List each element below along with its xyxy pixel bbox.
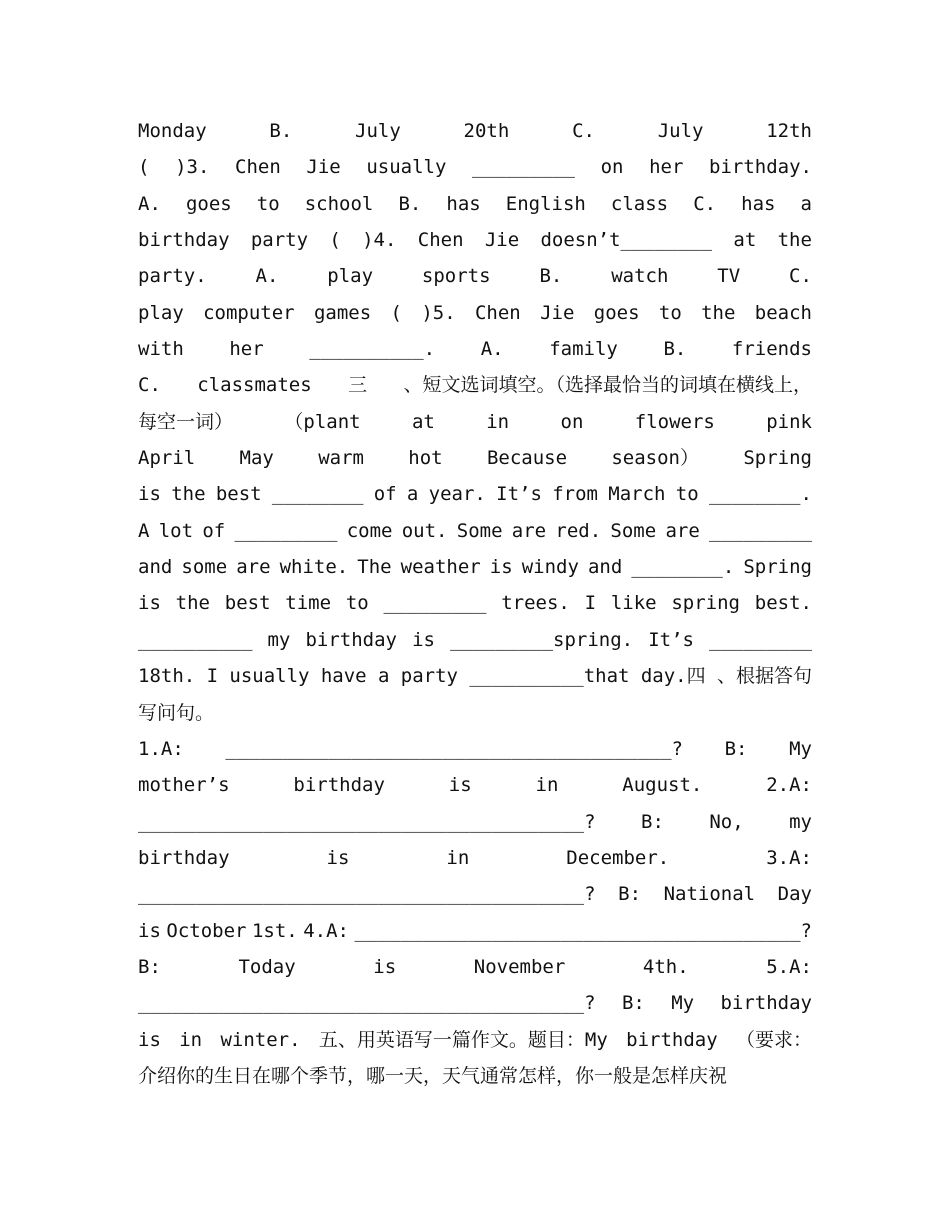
text-word: 三 xyxy=(348,374,368,397)
text-word: Today xyxy=(238,955,296,978)
text-line xyxy=(138,622,812,658)
text-word: come xyxy=(346,519,393,542)
text-line xyxy=(138,804,812,840)
text-word: C. xyxy=(138,374,161,397)
text-word: to xyxy=(256,192,280,215)
text-word: March xyxy=(608,483,666,506)
text-word: windy xyxy=(521,556,579,579)
text-word: B. xyxy=(539,265,563,288)
text-word: with xyxy=(138,338,184,361)
text-word: is xyxy=(138,1028,161,1051)
text-word: July xyxy=(355,120,401,142)
text-word: Chen xyxy=(417,229,464,252)
text-word: is xyxy=(138,483,161,506)
text-word: beach xyxy=(754,301,812,324)
text-word: the xyxy=(701,301,736,324)
text-word: party. xyxy=(138,265,207,288)
text-word: October xyxy=(166,919,247,942)
text-word: Chen xyxy=(474,301,521,324)
text-word: _________spring. xyxy=(450,628,634,651)
text-line xyxy=(138,767,812,803)
text-word: English xyxy=(505,192,586,215)
text-word: mother’s xyxy=(138,774,230,797)
text-word: a xyxy=(377,665,390,688)
text-word: 介绍你的生日在哪个季节，哪一天，天气通常怎样，你一般是怎样庆祝 xyxy=(138,1064,728,1087)
text-word: has xyxy=(446,192,481,215)
text-word: _______________________________________? xyxy=(225,737,683,760)
text-word: in xyxy=(535,774,559,797)
text-word: is xyxy=(138,919,161,942)
text-word: goes xyxy=(185,192,232,215)
text-word: at xyxy=(411,410,435,433)
text-word: 1.A: xyxy=(138,737,184,760)
text-word: at xyxy=(733,229,757,252)
text-word: __________that xyxy=(469,665,630,688)
text-word: )5. xyxy=(421,301,456,324)
text-word: A. xyxy=(480,338,504,361)
text-word: Chen xyxy=(235,156,281,179)
text-word: warm xyxy=(318,447,364,470)
text-word: is xyxy=(489,556,513,579)
text-word: on xyxy=(560,410,584,433)
text-word: Spring xyxy=(743,447,812,470)
text-word: B: xyxy=(618,883,642,906)
text-word: white. xyxy=(279,556,349,579)
text-word: Monday xyxy=(138,120,207,142)
text-word: B. xyxy=(398,192,422,215)
text-line xyxy=(138,1022,812,1058)
text-word: 、根据答句 xyxy=(716,665,812,688)
text-word: is xyxy=(326,846,350,869)
text-word: 每空一词） xyxy=(138,410,234,433)
text-word: is xyxy=(138,592,161,615)
text-word: _________ xyxy=(709,628,812,651)
text-line xyxy=(138,549,812,585)
text-word: family xyxy=(549,338,618,361)
text-word: I xyxy=(206,665,219,688)
text-word: November xyxy=(473,955,566,978)
text-word: Some xyxy=(456,519,503,542)
text-word: August. xyxy=(622,774,703,797)
text-word: of xyxy=(373,483,397,506)
text-word: B. xyxy=(269,120,293,142)
text-word: _______________________________________? xyxy=(354,919,812,942)
text-word: Some xyxy=(610,519,657,542)
text-word: party xyxy=(400,665,458,688)
text-word: 、短文选词填空。（选择最恰当的词填在横线上， xyxy=(403,374,812,397)
text-word: the xyxy=(171,483,206,506)
text-word: _______________________________________? xyxy=(138,992,596,1015)
text-word: a xyxy=(800,192,812,215)
text-word: )4. xyxy=(362,229,397,252)
text-word: birthday. xyxy=(709,156,812,179)
text-word: _________ xyxy=(472,156,575,179)
text-word: ________. xyxy=(708,483,812,506)
text-word: my xyxy=(789,810,812,833)
text-word: usually xyxy=(366,156,447,179)
text-line xyxy=(138,476,812,512)
text-word: birthday xyxy=(626,1028,718,1051)
text-word: doesn’t________ xyxy=(540,229,713,252)
text-word: _________ xyxy=(709,519,812,542)
text-word: ( xyxy=(138,156,150,179)
text-line xyxy=(138,440,812,476)
text-line xyxy=(138,731,812,767)
text-word: best. xyxy=(754,592,812,615)
text-word: her xyxy=(229,338,264,361)
text-word: C. xyxy=(693,192,717,215)
text-word: ________. xyxy=(631,556,735,579)
text-word: birthday xyxy=(305,628,397,651)
text-word: is xyxy=(412,628,435,651)
text-word: pink xyxy=(766,410,812,433)
text-word: My xyxy=(671,992,695,1015)
text-word: day.四 xyxy=(640,665,706,688)
text-line xyxy=(138,840,812,876)
text-word: season） xyxy=(611,447,699,470)
text-word: ( xyxy=(390,301,402,324)
text-word: has xyxy=(741,192,776,215)
text-word: play xyxy=(327,265,374,288)
text-word: my xyxy=(267,628,291,651)
text-line xyxy=(138,913,812,949)
text-word: sports xyxy=(421,265,491,288)
text-word: Jie xyxy=(306,156,341,179)
text-line xyxy=(138,295,812,331)
text-word: 3.A: xyxy=(766,846,812,869)
text-line xyxy=(138,585,812,621)
text-word: to xyxy=(675,483,699,506)
text-word: Spring xyxy=(743,556,812,579)
text-word: C. xyxy=(789,265,812,288)
text-line xyxy=(138,258,812,294)
text-word: National xyxy=(663,883,756,906)
text-word: from xyxy=(552,483,598,506)
text-line xyxy=(138,949,812,985)
text-line xyxy=(138,113,812,149)
text-word: B: xyxy=(641,810,664,833)
text-word: classmates xyxy=(197,374,312,397)
text-word: Day xyxy=(777,883,812,906)
text-line xyxy=(138,404,812,440)
text-word: A. xyxy=(138,192,161,215)
text-line xyxy=(138,1058,812,1094)
text-word: friends xyxy=(731,338,812,361)
text-word: ________ xyxy=(271,483,364,506)
text-word: and xyxy=(587,556,623,579)
text-word: It’s xyxy=(648,628,694,651)
text-word: It’s xyxy=(496,483,542,506)
text-word: in xyxy=(179,1028,203,1051)
document-page xyxy=(138,113,812,1094)
text-word: _______________________________________? xyxy=(138,883,596,906)
text-word: April xyxy=(138,447,196,470)
text-word: school xyxy=(304,192,374,215)
text-word: the xyxy=(777,229,812,252)
text-word: hot xyxy=(408,447,443,470)
text-word: （plant xyxy=(284,410,361,433)
text-word: _________ xyxy=(234,519,338,542)
text-word: Jie xyxy=(540,301,575,324)
text-word: lot xyxy=(158,519,194,542)
text-line xyxy=(138,149,812,185)
text-word: _______________________________________? xyxy=(138,810,596,833)
text-word: winter. xyxy=(220,1028,301,1051)
text-line xyxy=(138,985,812,1021)
text-word: goes xyxy=(593,301,640,324)
text-word: best xyxy=(224,592,271,615)
text-word: My xyxy=(789,737,812,760)
text-word: computer xyxy=(203,301,295,324)
text-word: Because xyxy=(486,447,568,470)
text-word: birthday xyxy=(293,774,385,797)
text-word: in xyxy=(446,846,470,869)
text-word: watch xyxy=(611,265,669,288)
text-word: play xyxy=(138,301,184,324)
text-word: to xyxy=(345,592,369,615)
text-word: have xyxy=(320,665,367,688)
text-word: 20th xyxy=(463,120,510,142)
text-word: 12th xyxy=(766,120,812,142)
text-word: the xyxy=(175,592,210,615)
text-word: 4.A: xyxy=(303,919,349,942)
text-word: A xyxy=(138,519,150,542)
text-word: flowers xyxy=(634,410,715,433)
text-line xyxy=(138,222,812,258)
text-word: 写问句。 xyxy=(138,701,215,724)
text-word: 2.A: xyxy=(766,774,812,797)
text-word: B: xyxy=(621,992,645,1015)
text-line xyxy=(138,658,812,694)
text-word: is xyxy=(373,955,397,978)
text-word: 1st. xyxy=(251,919,298,942)
text-word: C. xyxy=(572,120,595,142)
text-word: )3. xyxy=(175,156,210,179)
text-word: weather xyxy=(400,556,481,579)
text-word: some xyxy=(181,556,228,579)
text-word: July xyxy=(657,120,704,142)
text-line xyxy=(138,876,812,912)
text-word: 4th. xyxy=(642,955,689,978)
text-word: A. xyxy=(255,265,279,288)
text-word: red. xyxy=(555,519,602,542)
text-word: party xyxy=(250,229,309,252)
text-word: 五、用英语写一篇作文。题目：My xyxy=(318,1028,608,1051)
text-word: of xyxy=(202,519,226,542)
text-word: __________ xyxy=(138,628,253,651)
text-word: May xyxy=(239,447,274,470)
text-word: （要求： xyxy=(735,1028,812,1051)
text-word: her xyxy=(649,156,684,179)
text-word: and xyxy=(138,556,173,579)
text-word: ( xyxy=(329,229,341,252)
text-word: I xyxy=(584,592,597,615)
text-word: birthday xyxy=(720,992,812,1015)
text-word: to xyxy=(658,301,682,324)
text-word: TV xyxy=(717,265,741,288)
text-word: is xyxy=(448,774,472,797)
text-line xyxy=(138,695,812,731)
text-word: a xyxy=(406,483,419,506)
text-word: No, xyxy=(709,810,744,833)
text-word: December. xyxy=(566,846,670,869)
text-word: year. xyxy=(428,483,486,506)
text-word: are xyxy=(236,556,271,579)
text-word: on xyxy=(600,156,624,179)
text-word: birthday xyxy=(138,229,230,252)
text-word: like xyxy=(610,592,657,615)
text-word: spring xyxy=(671,592,740,615)
text-word: are xyxy=(665,519,700,542)
text-line xyxy=(138,186,812,222)
text-word: best xyxy=(215,483,262,506)
text-word: 18th. xyxy=(138,665,196,688)
text-word: __________. xyxy=(309,338,436,361)
text-word: birthday xyxy=(138,846,230,869)
text-word: Jie xyxy=(484,229,520,252)
text-word: B: xyxy=(724,737,748,760)
text-word: usually xyxy=(229,665,310,688)
text-word: time xyxy=(285,592,332,615)
text-word: 5.A: xyxy=(766,955,812,978)
text-line xyxy=(138,331,812,367)
text-word: The xyxy=(357,556,392,579)
text-word: in xyxy=(486,410,510,433)
text-word: games xyxy=(313,301,372,324)
text-word: out. xyxy=(401,519,448,542)
text-line xyxy=(138,367,812,403)
text-word: _________ xyxy=(383,592,487,615)
text-word: B: xyxy=(138,955,161,978)
text-word: trees. xyxy=(501,592,570,615)
text-word: class xyxy=(610,192,669,215)
text-word: are xyxy=(511,519,547,542)
text-line xyxy=(138,513,812,549)
text-word: B. xyxy=(663,338,687,361)
